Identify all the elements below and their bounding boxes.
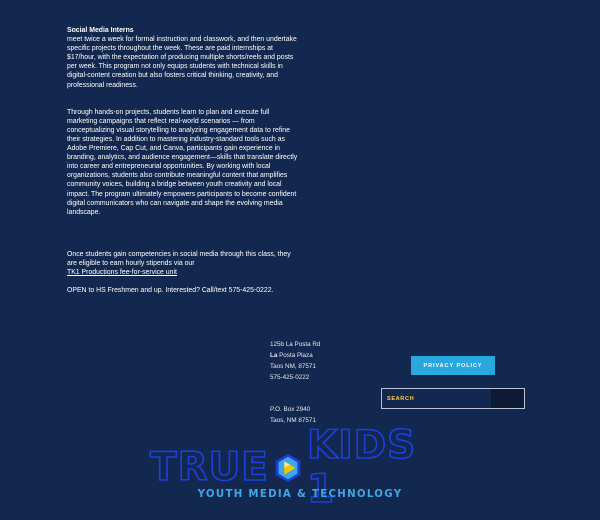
privacy-policy-button[interactable]: PRIVACY POLICY — [411, 356, 495, 375]
spacer — [67, 277, 299, 286]
program-paragraph-2: Through hands-on projects, students learn to plan and execute full marketing campaigns that reflect real-world scenarios — from conceptualizing visual storytelling to analyzing engagement data to refine their strategies. In addition to mastering industry-standard tools such as Adobe Premiere, Cap Cut, and Canva, participants gain experience in branding, analytics, and audience engagement—skills that translate directly into career and entrepreneurial opportunities. By working with local organizations, students also contribute meaningful content that amplifies community voices, building a bridge between youth creativity and local impact. The program ultimately empowers participants to become confident digital communicators who can navigate and shape the evolving media landscape. — [67, 108, 298, 216]
logo-word-right: KIDS 1 — [306, 423, 417, 512]
address-line-2 — [270, 350, 320, 361]
search-form — [381, 388, 525, 409]
phone-number: 575-425-0222 — [270, 374, 310, 381]
search-input[interactable] — [382, 389, 491, 408]
true-kids-1-logo — [150, 423, 450, 512]
program-description — [67, 26, 299, 295]
po-box: P.O. Box 2940 — [270, 406, 311, 413]
address-line-2-rest: Posta Plaza — [277, 352, 313, 359]
program-paragraph-1: meet twice a week for formal instruction and classwork, and then undertake specific projects throughout the week. These are paid internships at $17/hour, with the expectation of producing multiple shorts/reels and posts per week. This program not only equips students with technical skills in digital-content creation but also fosters critical thinking, creativity, and professional readiness. — [67, 36, 297, 89]
open-note: OPEN to HS Freshmen and up. Interested? Call/text 575-425-0222. — [67, 287, 274, 295]
mailing-city: Taos, NM 87571 — [270, 417, 316, 424]
address-line-2-bold: La — [270, 352, 278, 359]
stipend-text: Once students gain competencies in social media through this class, they are eligible to earn hourly stipends via our — [67, 250, 291, 267]
street-address — [270, 339, 320, 383]
tk1-productions-link[interactable]: TK1 Productions fee-for-service unit — [67, 268, 177, 276]
logo-word-left: TRUE — [150, 445, 269, 490]
logo-tagline: YOUTH MEDIA & TECHNOLOGY — [197, 489, 403, 500]
program-title: Social Media Interns — [67, 27, 134, 34]
play-mark-icon — [272, 451, 304, 485]
address-line-3: Taos NM, 87571 — [270, 363, 316, 370]
address-line-1: 125b La Posta Rd — [270, 341, 321, 348]
search-submit-button[interactable] — [491, 389, 524, 408]
program-paragraph-3 — [67, 250, 299, 277]
